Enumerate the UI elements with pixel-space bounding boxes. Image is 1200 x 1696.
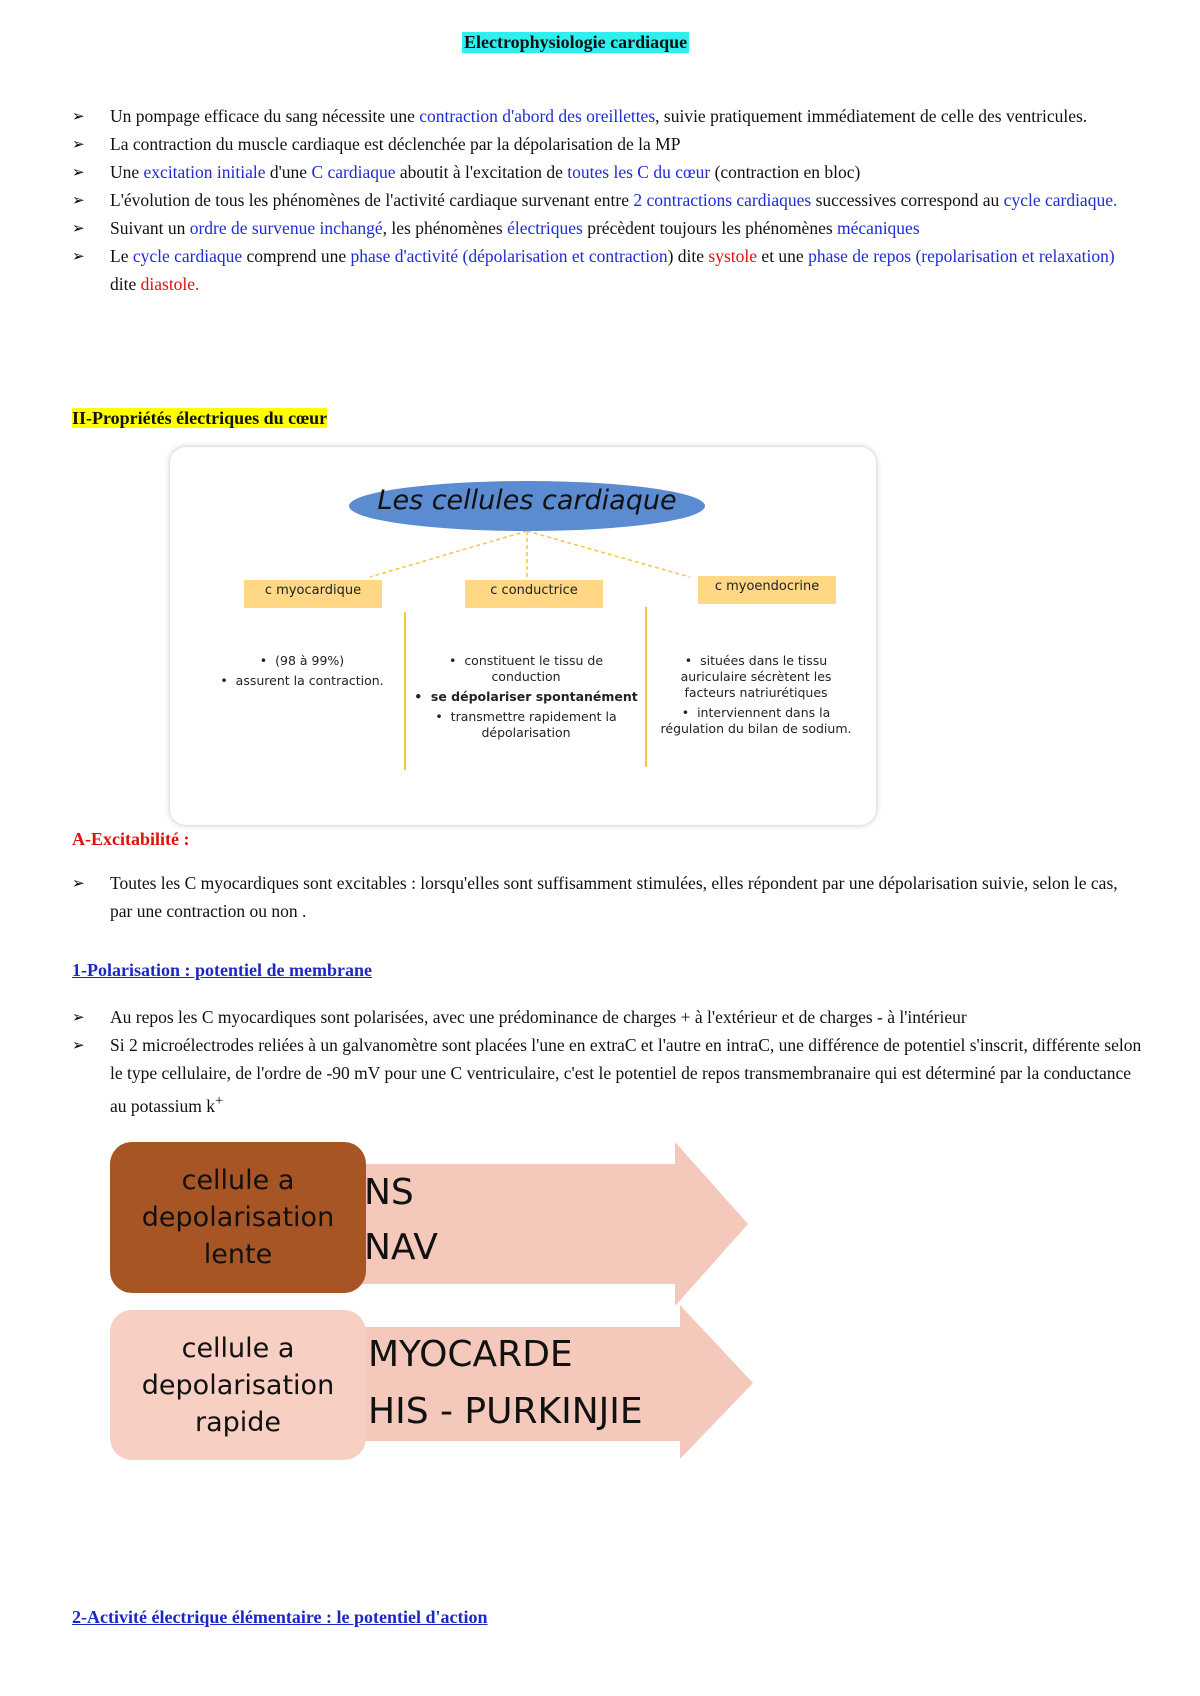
col1-item: • (98 à 99%) xyxy=(259,653,345,668)
bullet-text: précèdent toujours les phénomènes xyxy=(582,218,838,238)
bullet-text: C cardiaque xyxy=(311,162,396,182)
arrow-item-nav: NAV xyxy=(364,1227,438,1268)
bullet-text: Le xyxy=(110,246,133,266)
col2-item: • transmettre rapidement la dépolarisation xyxy=(435,709,617,740)
bullet-text: , suivie pratiquement immédiatement de celle des ventricules. xyxy=(655,106,1088,126)
bullet-text: La contraction du muscle cardiaque est déclenchée par la dépolarisation de la MP xyxy=(110,134,681,154)
bullet-arrow-icon: ➢ xyxy=(72,874,85,892)
bullet-item xyxy=(72,102,1142,130)
section-a-heading: A-Excitabilité : xyxy=(72,829,190,849)
section-ii-heading xyxy=(72,408,327,429)
bullet-text: 2 contractions cardiaques xyxy=(633,190,812,210)
cardiac-cells-diagram xyxy=(170,447,876,825)
bullet-arrow-icon: ➢ xyxy=(72,163,85,181)
column-myoendocrine xyxy=(658,653,854,741)
box-myocardique: c myocardique xyxy=(244,580,382,608)
col3-item: • interviennent dans la régulation du bilan de sodium. xyxy=(660,705,852,736)
section-1-heading: 1-Polarisation : potentiel de membrane xyxy=(72,960,372,980)
connector-left xyxy=(370,531,527,577)
bullet-text: toutes les C du cœur xyxy=(567,162,711,182)
bullet-arrow-icon: ➢ xyxy=(72,1036,85,1054)
bullet-text: cycle cardiaque. xyxy=(1003,190,1118,210)
col2-item: • constituent le tissu de conduction xyxy=(448,653,604,684)
bullet-item xyxy=(72,130,1142,158)
bullet-text: Toutes les C myocardiques sont excitables : lorsqu'elles sont suffisamment stimulées, elles répondent par une dépolarisation suivie, selon le cas, par une contraction ou non . xyxy=(110,873,1118,921)
bullet-text: dite xyxy=(110,274,141,294)
bullet-text: L'évolution de tous les phénomènes de l'activité cardiaque survenant entre xyxy=(110,190,634,210)
bullet-arrow-icon: ➢ xyxy=(72,247,85,265)
box-conductrice: c conductrice xyxy=(465,580,603,608)
bullet-item xyxy=(72,242,1142,298)
arrow-item-ns: NS xyxy=(364,1172,414,1213)
document-title: Electrophysiologie cardiaque xyxy=(464,32,688,52)
bullet-text: électriques xyxy=(507,218,583,238)
bullet-text: phase de repos (repolarisation et relaxation) xyxy=(808,246,1115,266)
bullet-text: systole xyxy=(708,246,758,266)
bullet-text: + xyxy=(215,1093,224,1109)
bullet-text: et une xyxy=(757,246,809,266)
bullet-text: phase d'activité (dépolarisation et contraction xyxy=(350,246,668,266)
polarisation-bullet-list xyxy=(72,1003,1142,1120)
arrow-shape-slow xyxy=(310,1142,748,1306)
section-2-heading: 2-Activité électrique élémentaire : le potentiel d'action xyxy=(72,1607,488,1627)
bullet-arrow-icon: ➢ xyxy=(72,1008,85,1026)
column-conductrice xyxy=(414,653,638,745)
bullet-text: aboutit à l'excitation de xyxy=(395,162,568,182)
bullet-item xyxy=(72,214,1142,242)
box-myoendocrine: c myoendocrine xyxy=(698,576,836,604)
bullet-text: Une xyxy=(110,162,144,182)
bullet-arrow-icon: ➢ xyxy=(72,135,85,153)
arrow-shape-fast xyxy=(310,1305,753,1459)
bullet-text: diastole. xyxy=(140,274,200,294)
bullet-text: d'une xyxy=(265,162,312,182)
column-myocardique xyxy=(210,653,394,693)
bullet-text: , les phénomènes xyxy=(382,218,508,238)
slow-depolarisation-box: cellule a depolarisation lente xyxy=(110,1142,366,1293)
bullet-text: Au repos les C myocardiques sont polarisées, avec une prédominance de charges + à l'extérieur et de charges - à l'intérieur xyxy=(110,1007,967,1027)
bullet-item xyxy=(72,1031,1142,1120)
bullet-text: Si 2 microélectrodes reliées à un galvanomètre sont placées l'une en extraC et l'autre en intraC, une différence de potentiel s'inscrit, différente selon le type cellulaire, de l'ordre de -90 mV pour une C ventriculaire, c'est le potentiel de repos transmembranaire qui est déterminé par la conductance au potassium k xyxy=(110,1035,1142,1116)
bullet-item xyxy=(72,869,1142,925)
divider-right xyxy=(645,607,647,767)
arrow-item-his-purkinjie: HIS - PURKINJIE xyxy=(368,1391,643,1432)
bullet-text: contraction d'abord des oreillettes xyxy=(419,106,656,126)
arrow-item-myocarde: MYOCARDE xyxy=(368,1334,573,1375)
bullet-item xyxy=(72,158,1142,186)
col3-item: • situées dans le tissu auriculaire sécrètent les facteurs natriurétiques xyxy=(680,653,832,700)
bullet-text: Un pompage efficace du sang nécessite une xyxy=(110,106,420,126)
connector-right xyxy=(527,531,690,577)
excitability-bullet-list xyxy=(72,869,1142,925)
divider-left xyxy=(404,612,406,770)
bullet-text: comprend une xyxy=(242,246,351,266)
intro-bullet-list xyxy=(72,102,1142,298)
bullet-text: (contraction en bloc) xyxy=(710,162,861,182)
bullet-arrow-icon: ➢ xyxy=(72,219,85,237)
bullet-text: cycle cardiaque xyxy=(132,246,243,266)
bullet-text: mécaniques xyxy=(837,218,920,238)
section-ii-text: II-Propriétés électriques du cœur xyxy=(72,408,328,428)
bullet-text: successives correspond au xyxy=(811,190,1004,210)
col2-item: • se dépolariser spontanément xyxy=(414,689,638,704)
bullet-text: excitation initiale xyxy=(143,162,266,182)
bullet-text: Suivant un xyxy=(110,218,190,238)
bullet-text: ordre de survenue inchangé xyxy=(189,218,383,238)
bullet-item xyxy=(72,1003,1142,1031)
bullet-arrow-icon: ➢ xyxy=(72,107,85,125)
bullet-arrow-icon: ➢ xyxy=(72,191,85,209)
center-label: Les cellules cardiaque xyxy=(377,485,677,516)
bullet-item xyxy=(72,186,1142,214)
col1-item: • assurent la contraction. xyxy=(220,673,384,688)
bullet-text: ) dite xyxy=(667,246,709,266)
fast-depolarisation-box: cellule a depolarisation rapide xyxy=(110,1310,366,1460)
